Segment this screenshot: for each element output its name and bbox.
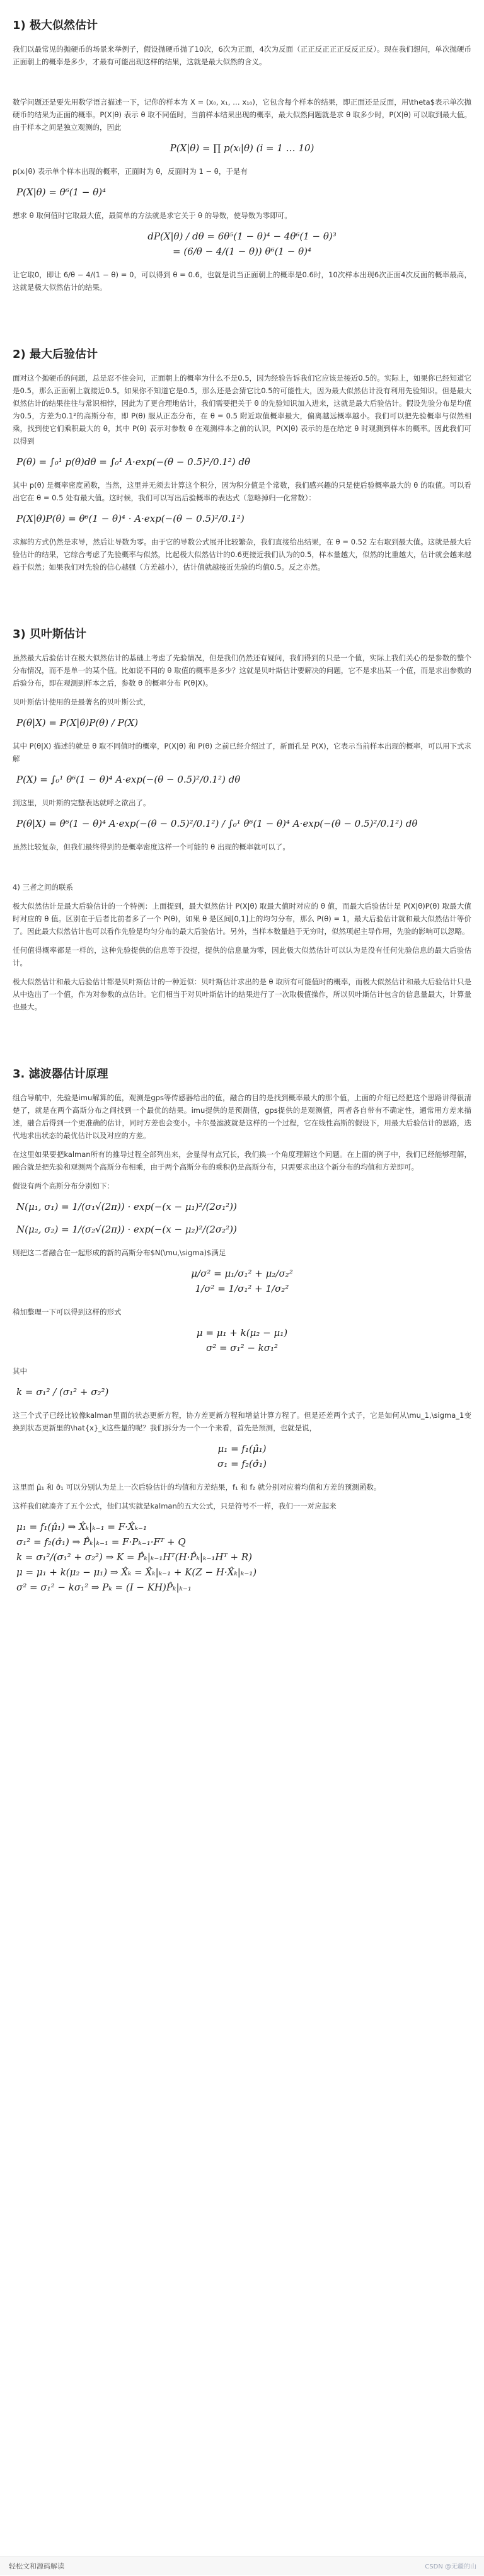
paragraph: 组合导航中，先验是imu解算的值，观测是gps等传感器给出的值，融合的目的是找到概率最大的那个值，上面的介绍已经把这个思路讲得很清楚了，就是在两个高斯分布之间找到一个最优的结果。imu提供的是预测值，gps提供的是观测值，两者各自带有不确定性，通常用方差来描述，融合后得到一个更准确的估计，同时方差也会变小。卡尔曼滤波就是这样的一个过程，它在线性高斯的假设下，用最大后验估计的思路，迭代地求出状态的最优估计以及对应的方差。 (13, 1093, 471, 1140)
paragraph: 想求 θ 取何值时它取最大值，最简单的方法就是求它关于 θ 的导数，使导数为零即可。 (13, 211, 292, 220)
paragraph: 这三个式子已经比较像kalman里面的状态更新方程，协方差更新方程和增益计算方程了。但是还差两个式子，它是如何从\mu_1,\sigma_1变换到状态更新里的\hat{x}_k这些量的呢？我们拆分为一个一个来看，首先是预测，也就是说， (13, 1411, 471, 1432)
paragraph: 求解的方式仍然是求导，然后让导数为零。由于它的导数公式展开比较繁杂，我们直接给出结果，在 θ = 0.52 左右取到最大值。这就是最大后验估计的结果，它综合考虑了先验概率与似然，比起极大似然估计的0.6更接近我们认为的0.5，样本量越大，似然的比重越大，估计就会越来越趋于似然；如果我们对先验的信心越强（方差越小），估计值就越接近先验的均值0.5。反之亦然。 (13, 538, 471, 572)
section-title: 3. 滤波器估计原理 (13, 1067, 108, 1081)
paragraph: 这里面 μ̂₁ 和 σ̂₁ 可以分别认为是上一次后验估计的均值和方差结果，f₁ 和 f₂ 就分别对应着均值和方差的预测函数。 (13, 1483, 381, 1492)
paragraph: 稍加整理一下可以得到这样的形式 (13, 1308, 122, 1316)
equation-line: dP(X|θ) / dθ = 6θ⁵(1 − θ)⁴ − 4θ⁶(1 − θ)³ (147, 231, 337, 242)
paragraph: 极大似然估计是最大后验估计的一个特例：上面提到，最大似然估计 P(X|θ) 取最大值时对应的 θ 值，而最大后验估计是 P(X|θ)P(θ) 取最大值时对应的 θ 值。区别在于后者比前者多了一个 P(θ)，如果 θ 是区间[0,1]上的均匀分布，那么 P(θ) = 1，最大后验估计就和最大似然估计等价了。因此最大似然估计也可以看作先验是均匀分布的最大后验估计。另外，当样本数量趋于无穷时，似然项起主导作用，先验的影响可以忽略。 (13, 902, 471, 936)
equation-block (13, 1521, 471, 1593)
equation: k = σ₁² / (σ₁² + σ₂²) (16, 1386, 109, 1398)
subsection-heading: 4) 三者之间的联系 (13, 883, 73, 892)
equation-block (13, 1443, 471, 1469)
equation-line: k = σ₁²/(σ₁² + σ₂²) ⇒ K = P̂ₖ|ₖ₋₁Hᵀ(H·P̂ₖ|ₖ₋₁Hᵀ + R) (16, 1551, 253, 1563)
equation-line: σ₁² = f₂(σ̂₁) ⇒ P̂ₖ|ₖ₋₁ = F·Pₖ₋₁·Fᵀ + Q (16, 1536, 186, 1548)
paragraph: 则把这二者融合在一起形成的新的高斯分布$N(\mu,\sigma)$满足 (13, 1248, 226, 1257)
equation-line: μ₁ = f₁(μ̂₁) (217, 1443, 267, 1454)
equation: P(X) = ∫₀¹ θ⁶(1 − θ)⁴ A·exp(−(θ − 0.5)²/0.1²) dθ (16, 774, 241, 785)
watermark: CSDN @无疆的山 (425, 2563, 476, 2570)
paragraph: 极大似然估计和最大后验估计都是贝叶斯估计的一种近似：贝叶斯估计求出的是 θ 取所有可能值时的概率，而极大似然估计和最大后验估计只是从中选出了一个值，作为对参数的点估计。它们相当于对贝叶斯估计的结果进行了一次取极值操作，所以贝叶斯估计包含的信息量最大，计算量也最大。 (13, 977, 471, 1011)
section-title: 1) 极大似然估计 (13, 19, 98, 32)
paragraph: 虽然最大后验估计在极大似然估计的基础上考虑了先验情况，但是我们仍然还有疑问，我们得到的只是一个值，实际上我们关心的是参数的整个分布情况，而不是单一的某个值。比如说不同的 θ 取值的概率是多少？这就是贝叶斯估计要解决的问题，它不是求出某一个值，而是求出参数的后验分布，即在观测到样本之后，参数 θ 的概率分布 P(θ|X)。 (13, 653, 471, 687)
equation: P(θ) = ∫₀¹ p(θ)dθ = ∫₀¹ A·exp(−(θ − 0.5)²/0.1²) dθ (16, 456, 251, 468)
paragraph: 让它取0，即让 6/θ − 4/(1 − θ) = 0，可以得到 θ = 0.6，也就是说当正面朝上的概率是0.6时，10次样本出现6次正面4次反面的概率最高，这就是极大似然估计的结果。 (13, 270, 471, 292)
paragraph: 到这里，贝叶斯的完整表达就呼之欲出了。 (13, 798, 151, 807)
section-title: 3) 贝叶斯估计 (13, 628, 87, 641)
equation-line: 1/σ² = 1/σ₁² + 1/σ₂² (195, 1283, 289, 1294)
paragraph: 在这里如果要把kalman所有的推导过程全部列出来，会显得有点冗长，我们换一个角度理解这个问题。在上面的例子中，我们已经能够理解，融合就是把先验和观测两个高斯分布相乘，由于两个高斯分布的乘积仍是高斯分布，只需要求出这个新分布的均值和方差即可。 (13, 1150, 471, 1171)
equation-line: μ/σ² = μ₁/σ₁² + μ₂/σ₂² (191, 1268, 293, 1279)
paragraph: 我们以最常见的抛硬币的场景来举例子，假设抛硬币抛了10次，6次为正面，4次为反面（正正反正正正反反正反）。现在我们想问，单次抛硬币正面朝上的概率是多少，才最有可能出现这样的结果，这就是最大似然的含义。 (13, 45, 471, 66)
paragraph: 数学问题还是要先用数学语言描述一下，记你的样本为 X = (x₀, x₁, … x₁₀)，它包含每个样本的结果，即正面还是反面，用\theta$表示单次抛硬币的结果为正面的概率。P(X|θ) 表示 θ 取不同值时，当前样本结果出现的概率，最大似然问题就是求 θ 取多少时，P(X|θ) 可以取到最大值。由于样本之间是独立观测的，因此 (13, 98, 471, 132)
equation-line: μ = μ₁ + k(μ₂ − μ₁) ⇒ X̂ₖ = X̂ₖ|ₖ₋₁ + K(Z − H·X̂ₖ|ₖ₋₁) (16, 1567, 257, 1578)
equation-line: σ² = σ₁² − kσ₁² (205, 1342, 279, 1354)
paragraph: 贝叶斯估计使用的是最著名的贝叶斯公式， (13, 698, 151, 706)
equation: P(X|θ) = θ⁶(1 − θ)⁴ (16, 187, 107, 198)
footer-bar (0, 2556, 484, 2575)
equation-line: μ₁ = f₁(μ̂₁) ⇒ X̂ₖ|ₖ₋₁ = F·X̂ₖ₋₁ (16, 1521, 147, 1532)
equation-block (13, 1327, 471, 1354)
paragraph: 虽然比较复杂，但我们最终得到的是概率密度这样一个可能的 θ 出现的概率就可以了。 (13, 842, 290, 851)
section-title: 2) 最大后验估计 (13, 348, 98, 361)
equation-block (13, 1268, 471, 1294)
equation: P(θ|X) = θ⁶(1 − θ)⁴ A·exp(−(θ − 0.5)²/0.1²) / ∫₀¹ θ⁶(1 − θ)⁴ A·exp(−(θ − 0.5)²/0.1²) dθ (16, 818, 418, 829)
equation-block (13, 231, 471, 257)
paragraph: 假设有两个高斯分布分别如下： (13, 1182, 114, 1190)
paragraph: 其中 P(θ|X) 描述的就是 θ 取不同值时的概率，P(X|θ) 和 P(θ) 之前已经介绍过了，新面孔是 P(X)，它表示当前样本出现的概率，可以用下式求解 (13, 742, 471, 763)
equation: N(μ₂, σ₂) = 1/(σ₂√(2π)) · exp(−(x − μ₂)²/(2σ₂²)) (16, 1224, 237, 1235)
equation: P(X|θ)P(θ) = θ⁶(1 − θ)⁴ · A·exp(−(θ − 0.5)²/0.1²) (16, 513, 245, 524)
equation-line: σ² = σ₁² − kσ₁² ⇒ Pₖ = (I − KH)P̂ₖ|ₖ₋₁ (16, 1582, 192, 1593)
paragraph: 其中 p(θ) 是概率密度函数，当然，这里并无须去计算这个积分，因为积分值是个常数，我们感兴趣的只是使后验概率最大的 θ 的取值。可以看出它在 θ = 0.5 处有最大值。这时候，我们可以写出后验概率的表达式（忽略掉归一化常数）： (13, 481, 471, 502)
paragraph: 面对这个抛硬币的问题，总是忍不住会问，正面朝上的概率为什么不是0.5，因为经验告诉我们它应该是接近0.5的。实际上，如果你已经知道它是0.5，那么正面朝上就接近0.5。如果你不知道它是0.5，那么还是会猜它比0.5的可能性大，因为最大似然估计没有利用先验知识。但是最大似然估计的结果往往与常识相悖，因此为了更合理地估计，我们需要把关于 θ 的先验知识加入进来，这就是最大后验估计。假设先验分布是均值为0.5，方差为0.1²的高斯分布，即 P(θ) 服从正态分布，在 θ = 0.5 附近取值概率最大，偏离越远概率越小。我们可以把先验概率与似然相乘，找到使它们乘积最大的 θ，其中 P(θ) 表示对参数 θ 在观测样本之前的认识，P(X|θ) 表示的是在给定 θ 时观测到样本的概率。因此我们可以得到 (13, 374, 471, 446)
equation: P(X|θ) = ∏ p(xᵢ|θ) (i = 1 … 10) (170, 142, 314, 154)
paragraph: p(xᵢ|θ) 表示单个样本出现的概率，正面时为 θ，反面时为 1 − θ，于是有 (13, 167, 248, 176)
equation-line: μ = μ₁ + k(μ₂ − μ₁) (196, 1327, 288, 1338)
paragraph: 任何值得概率都是一样的，这种先验提供的信息等于没提，提供的信息量为零，因此极大似然估计可以认为是没有任何先验信息的最大后验估计。 (13, 946, 471, 967)
paragraph: 这样我们就凑齐了五个公式，他们其实就是kalman的五大公式，只是符号不一样，我们一一对应起来 (13, 1502, 337, 1510)
equation: P(θ|X) = P(X|θ)P(θ) / P(X) (16, 717, 139, 728)
footer-label[interactable]: 轻松文和源码解读 (9, 2562, 64, 2570)
equation-line: σ₁ = f₂(σ̂₁) (217, 1458, 267, 1469)
equation-line: = (6/θ − 4/(1 − θ)) θ⁶(1 − θ)⁴ (173, 246, 311, 257)
paragraph: 其中 (13, 1367, 27, 1376)
equation: N(μ₁, σ₁) = 1/(σ₁√(2π)) · exp(−(x − μ₁)²/(2σ₁²)) (16, 1201, 237, 1212)
